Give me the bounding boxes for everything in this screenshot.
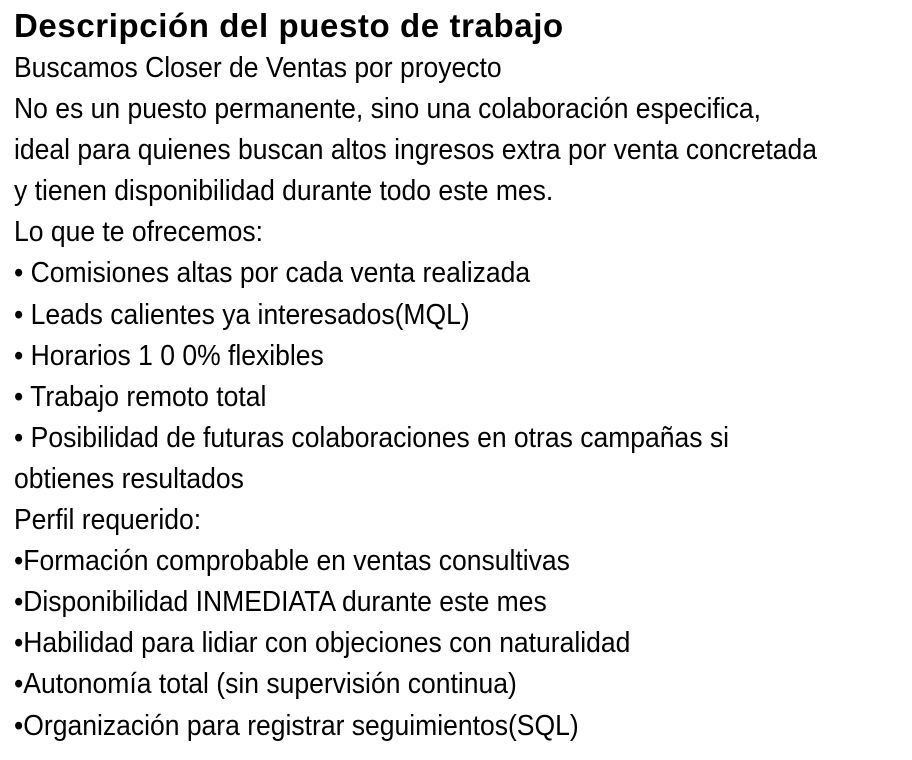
offer-list-item: • Leads calientes ya interesados(MQL): [14, 298, 470, 331]
profile-list-item: •Habilidad para lidiar con objeciones con naturalidad: [14, 627, 631, 660]
profile-list-item: •Organización para registrar seguimientos(SQL): [14, 709, 579, 742]
profile-list-item: •Disponibilidad INMEDIATA durante este mes: [14, 586, 547, 619]
offer-list-item: • Comisiones altas por cada venta realizada: [14, 257, 531, 290]
offer-list-item: • Horarios 1 0 0% flexibles: [14, 339, 324, 372]
document-title: Descripción del puesto de trabajo: [14, 7, 564, 44]
offer-list-item: • Trabajo remoto total: [14, 380, 267, 413]
profile-list-item: •Autonomía total (sin supervisión continua): [14, 668, 517, 701]
offer-list-item-continuation: obtienes resultados: [14, 462, 244, 495]
offer-list-item: • Posibilidad de futuras colaboraciones en otras campañas si: [14, 421, 730, 454]
intro-line: ideal para quienes buscan altos ingresos extra por venta concretada: [14, 134, 818, 167]
profile-list-item: •Formación comprobable en ventas consultivas: [14, 545, 570, 578]
intro-line: Buscamos Closer de Ventas por proyecto: [14, 52, 502, 84]
intro-line: y tienen disponibilidad durante todo este mes.: [14, 175, 554, 208]
job-description-document: [14, 4, 906, 747]
offer-heading: Lo que te ofrecemos:: [14, 216, 264, 249]
profile-heading: Perfil requerido:: [14, 504, 202, 537]
intro-line: No es un puesto permanente, sino una colaboración especifica,: [14, 93, 762, 126]
